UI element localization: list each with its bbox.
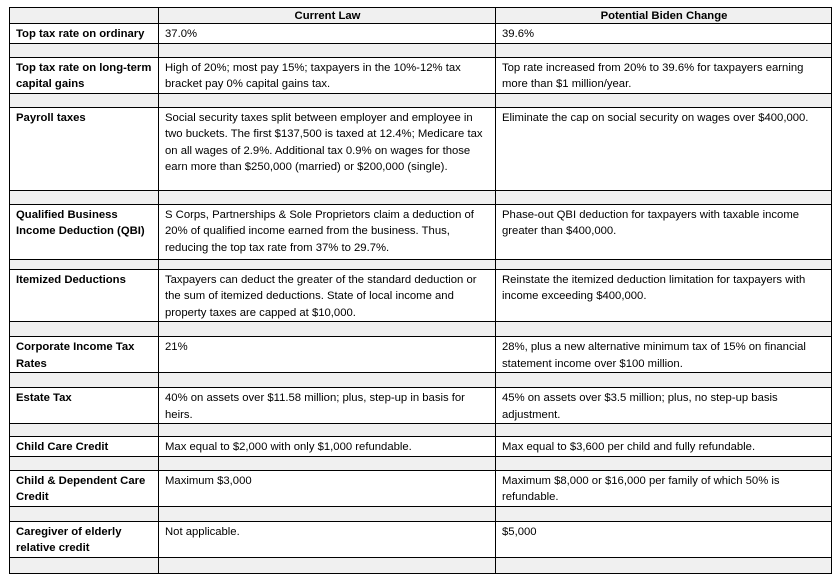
table-row	[10, 437, 832, 457]
current-law-cell: Taxpayers can deduct the greater of the standard deduction or the sum of itemized deductions. State of local income and property taxes are capped at $10,000.	[159, 269, 496, 322]
table-row	[10, 24, 832, 44]
table-row	[10, 470, 832, 506]
spacer-cell	[496, 456, 832, 470]
row-label: Caregiver of elderly relative credit	[10, 521, 159, 557]
row-label: Child Care Credit	[10, 437, 159, 457]
header-blank-cell	[10, 8, 159, 24]
table-row	[10, 521, 832, 557]
spacer-cell	[496, 259, 832, 269]
spacer-cell	[159, 373, 496, 388]
row-label: Estate Tax	[10, 388, 159, 424]
current-law-cell: Social security taxes split between employer and employee in two buckets. The first $137,500 is taxed at 12.4%; Medicare tax on all wages of 2.9%. Additional tax 0.9% on wages for those earn more than $250,000 (married) or $200,000 (single).	[159, 107, 496, 190]
row-label: Corporate Income Tax Rates	[10, 337, 159, 373]
header-potential-biden-change: Potential Biden Change	[496, 8, 832, 24]
spacer-cell	[159, 190, 496, 204]
spacer-row	[10, 456, 832, 470]
spacer-cell	[10, 557, 159, 573]
biden-change-cell: 28%, plus a new alternative minimum tax of 15% on financial statement income over $100 million.	[496, 337, 832, 373]
spacer-cell	[496, 373, 832, 388]
current-law-cell: 21%	[159, 337, 496, 373]
row-label: Qualified Business Income Deduction (QBI)	[10, 204, 159, 259]
biden-change-cell: 39.6%	[496, 24, 832, 44]
current-law-cell: High of 20%; most pay 15%; taxpayers in the 10%-12% tax bracket pay 0% capital gains tax.	[159, 57, 496, 93]
spacer-cell	[159, 259, 496, 269]
table-row	[10, 107, 832, 190]
biden-change-cell: Maximum $8,000 or $16,000 per family of which 50% is refundable.	[496, 470, 832, 506]
table-row	[10, 337, 832, 373]
table-row	[10, 57, 832, 93]
spacer-cell	[496, 322, 832, 337]
row-label: Top tax rate on ordinary	[10, 24, 159, 44]
current-law-cell: 40% on assets over $11.58 million; plus, step-up in basis for heirs.	[159, 388, 496, 424]
spacer-cell	[10, 506, 159, 521]
row-label: Itemized Deductions	[10, 269, 159, 322]
biden-change-cell: Eliminate the cap on social security on wages over $400,000.	[496, 107, 832, 190]
spacer-cell	[10, 43, 159, 57]
spacer-row	[10, 93, 832, 107]
biden-change-cell: 45% on assets over $3.5 million; plus, no step-up basis adjustment.	[496, 388, 832, 424]
current-law-cell: Max equal to $2,000 with only $1,000 refundable.	[159, 437, 496, 457]
spacer-row	[10, 557, 832, 573]
spacer-row	[10, 373, 832, 388]
spacer-cell	[496, 93, 832, 107]
spacer-cell	[496, 43, 832, 57]
current-law-cell: Maximum $3,000	[159, 470, 496, 506]
biden-change-cell: $5,000	[496, 521, 832, 557]
spacer-cell	[10, 322, 159, 337]
header-current-law: Current Law	[159, 8, 496, 24]
spacer-cell	[496, 190, 832, 204]
spacer-cell	[10, 373, 159, 388]
spacer-cell	[496, 557, 832, 573]
spacer-cell	[159, 322, 496, 337]
spacer-cell	[10, 259, 159, 269]
spacer-row	[10, 259, 832, 269]
spacer-cell	[159, 424, 496, 437]
spacer-row	[10, 190, 832, 204]
spacer-row	[10, 43, 832, 57]
biden-change-cell: Phase-out QBI deduction for taxpayers with taxable income greater than $400,000.	[496, 204, 832, 259]
spacer-cell	[159, 506, 496, 521]
spacer-cell	[159, 43, 496, 57]
current-law-cell: Not applicable.	[159, 521, 496, 557]
spacer-cell	[10, 424, 159, 437]
spacer-row	[10, 506, 832, 521]
spacer-cell	[159, 456, 496, 470]
current-law-cell: 37.0%	[159, 24, 496, 44]
biden-change-cell: Top rate increased from 20% to 39.6% for taxpayers earning more than $1 million/year.	[496, 57, 832, 93]
spacer-row	[10, 322, 832, 337]
biden-change-cell: Reinstate the itemized deduction limitation for taxpayers with income exceeding $400,000.	[496, 269, 832, 322]
spacer-cell	[10, 93, 159, 107]
table-row	[10, 388, 832, 424]
spacer-cell	[496, 506, 832, 521]
table-row	[10, 204, 832, 259]
spacer-cell	[159, 557, 496, 573]
row-label: Top tax rate on long-term capital gains	[10, 57, 159, 93]
biden-change-cell: Max equal to $3,600 per child and fully refundable.	[496, 437, 832, 457]
table-row	[10, 269, 832, 322]
header-row	[10, 8, 832, 24]
spacer-cell	[10, 190, 159, 204]
current-law-cell: S Corps, Partnerships & Sole Proprietors claim a deduction of 20% of qualified income earned from the business. Thus, reducing the top tax rate from 37% to 29.7%.	[159, 204, 496, 259]
row-label: Child & Dependent Care Credit	[10, 470, 159, 506]
row-label: Payroll taxes	[10, 107, 159, 190]
spacer-cell	[10, 456, 159, 470]
spacer-cell	[496, 424, 832, 437]
tax-comparison-table	[9, 7, 832, 574]
spacer-row	[10, 424, 832, 437]
spacer-cell	[159, 93, 496, 107]
